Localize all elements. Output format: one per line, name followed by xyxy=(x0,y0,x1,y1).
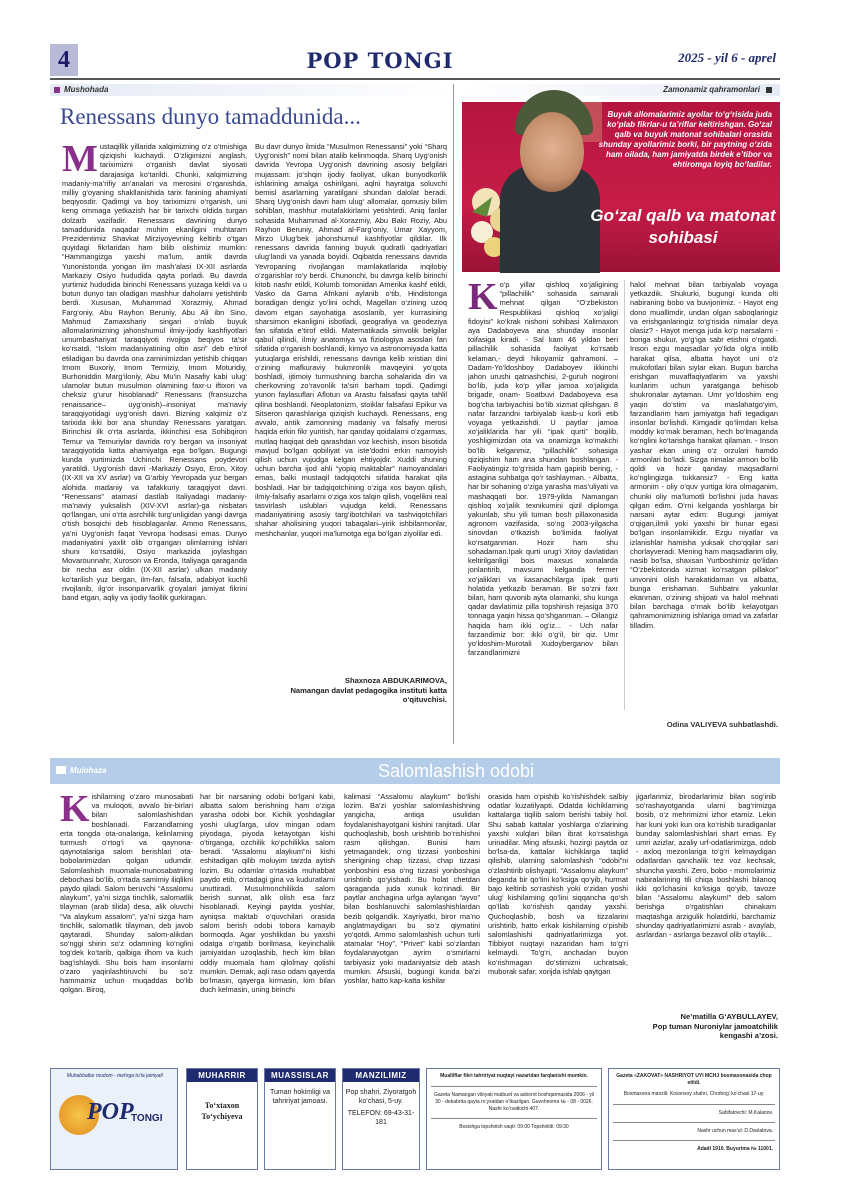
article1-signature: Shaxnoza ABDUKARIMOVA, Namangan davlat pedagogika instituti katta o‘qituvchisi. xyxy=(290,676,447,704)
article3-text-2: har bir narsaning odobi bo‘lgani kabi, albatta salom berishning ham o‘ziga yarasha odobi bor. Kichik yoshdagilar yoshi ulug‘larga, ulov mingan odam piyodaga, piyoda ketayotgan kishi o‘tirganga, ozchilik ko‘pchilikka salom beradi. “Assalomu alaykum”ni kishi eshitadigan qilib moluyim tarzda aytish lozim. Bu odamlar o‘rtasida muhabbat paydo etib, o‘rtadagi gina va kuduratlarni unuttiradi. Musulmonchilikda salom berish sunnat, alik olish esa farz hisoblanadi. Keyingi paytda yoshlar, ayniqsa maktab o‘quvchilari orasida salom berish odobi tobora kamayib bormoqda. Agar yoshlikdan bu yaxshi odatga o‘rgatib borilmasa, keyinchalik jamiyatdan uzoqlashib, hech kim bilan oddiy muomala ham qilolmay qolishi mumkin. Demak, aqli raso odam qayerda bo‘lmasin, qayerga kirmasin, kim bilan duch kelmasin, uning birinchi xyxy=(200,792,335,995)
footer-divider xyxy=(613,1104,775,1105)
navbatchi: Nashr uchun mas’ul: D.Davlatova. xyxy=(697,1128,773,1134)
logo-sub: TONGI xyxy=(131,1113,163,1124)
rubric-bar-left xyxy=(50,84,452,96)
footer-manzil xyxy=(342,1068,420,1170)
print-time: Bosishga topshirish vaqti: 09:00 Topshirildi: 09:30 xyxy=(459,1124,569,1130)
header-divider xyxy=(50,78,780,80)
article1-headline: Renessans dunyo tamaddunida... xyxy=(60,104,361,129)
article1-text-1: ustaqillik yillarida xalqimizning o‘z o‘tmishiga qiziqishi kuchaydi. O‘zligimizni anglash, tariximizni o‘rganish davlat siyosati darajasiga ko‘tarildi. Chunki, xalqimizning madaniy-ma’rifiy an’analari va merosini o‘rganishda, milliy g‘oyaning shakllanishida tarix fanining ahamiyati beqiyosdir. Qadimgi va boy tariximizni o‘rganish, uni keng ommaga yetkazish har bir tarixchi oldida turgan dolzarb vazifadir. Renessans davrining dunyo tamaddunida naqadar muhim ekanligini muhtaram Prezidentimiz Shavkat Mirziyoyevning keltirib o‘tgan quyidagi fikrlaridan ham bilib olishimiz mumkin: “Hammangizga yaxshi ma’lum, antik davrda Yunonistonda yongan ilm mash’alasi IX-XII asrlarda Markaziy Osiyo hududida qayta porladi. Bu davrda yurtimiz hududida birinchi Renessans yuzaga keldi va u butun dunyo tan oladigan mashhur daholarni yetishtirib berdi. Xususan, Muhammad Xorazmiy, Ahmad Farg‘oniy, Abu Rayhon Beruniy, Abu Ali ibn Sino, Mahmud Zamaxshariy singari o‘nlab buyuk allomalarimizning jahonshumul ilmiy-ijodiy kashfiyotlari umumbashariyat taraqqiyoti rivojiga beqiyos ta’sir ko‘rsatdi. “Islom madaniyatining oltin asri” deb e’tirof etiladigan bu davrda ona zaminimizdan yetishib chiqqan Imom Buxoriy, Imom Termiziy, Imom Moturidiy, Burhoniddin Marg‘iloniy, Abu Mu’in Nasafiy kabi ulug‘ ulamolar butun musulmon olamining faxr-u iftixori va cheksiz g‘urur hisoblanadi” Renessans (fransuzcha renaissance– uyg‘onish)–insoniyat ma’naviy taraqqiyotidagi uyg‘onish davri. Bizning xalqimiz o‘z tarixida ikki bor ana shunday Renessans yaratgan. Birinchisi ilk o‘rta asrlarda, ikkinchisi esa Sohibqiron Temur va Temuriylar davrida ro‘y bergan va insoniyat taraqqiyotida katta ahamiyatga ega bo‘lgan. Bugungi kunda yurtimizda Uchinchi Renessans poydevori yaratildi. Uyg‘onish davri -Markaziy Osiyo, Eron, Xitoy (IX-XII va XV asrlar) va G‘arbiy Yevropada yuz bergan alohida madaniy va tafakkuriy taraqqiyot davri. “Renessans” atamasi dastlab Italiyadagi madaniy-ma’naviy yuksalish (XIV-XVI asrlar)-ga nisbatan qo‘llangan, uni o‘rta asrchilik turg‘unligidan yangi davrga o‘tish bosqichi deb hisoblaganlar. Ammo Renessans, ya’ni Uyg‘onish faqat Yevropa hodisasi emas. Dunyo madaniyatini yaxlit olib o‘rgangan olimlarning ishlari shuni ko‘rsatdiki, Osiyo markazida joylashgan Movarounnahr, Xuroson va Eronda, Italiyaga qaraganda bir necha asr oldin (IX-XII asrlar) ulkan madaniy ko‘tarilish yuz bergan, ilm-fan, falsafa, adabiyot kuchli rivojlanib, ilg‘or insonparvarlik g‘oyalari jamiyat fikrini band etgan, aqliy va ijodiy faollik gurkiragan. xyxy=(62,142,247,602)
article3-column-2 xyxy=(200,792,335,1062)
printer-info: Gazeta «ZAKOVAT» NASHRIYOT UYI MCHJ bosmaxonasida chop etildi. xyxy=(616,1073,772,1086)
article2-text-2: halol mehnat bilan tarbiyalab voyaga yetkazdik. Shukurki, bugungi kunda olti nabiraning bobo va buvijonimiz. - Hayot eng dono muallimdir, undan olgan saboqlaringiz va erishganlaringiz to‘g‘risida nimalar deya olasiz? - Hayot menga juda ko‘p narsalarni - boriga shukur, yo‘g‘iga sabr etishni o‘rgatdi. Inson ezgu maqsadlar yo‘lida olg‘a intilib harakat qilsa, albatta hayot uni o‘z mukofotlari bilan siylar ekan. Bugun barcha erishgan muvaffaqiyatlarim va yaxshi kunlarim uchun yaratganga behisob shukronalar aytaman. Umr yo‘ldoshim eng yaqin do‘stim va maslahatgo‘yim, farzandlarim ham jamiyatga hafi tegadigan insonlar bo‘lishdi. Kimgadir qo‘limdan kelsa moddiy ko‘mak beraman, hech bo‘lmaganda ko‘nglini ko‘tarishga harakat qilaman. - Inson yashar ekan uning o‘z orzulari hamdo armonlari bo‘ladi. Sizga nimalar armon bo‘lib qoldi va hozir qanday maqsadlarni ko‘nglingizga tukkansiz? - Eng katta armonim - oliy o‘quv yurtiga kira olmaganim, chunki oliy ma’lumotli bo‘lishni juda havas qilgan edim. O‘rni kelganda yoshlarga bir narsani aytar edim: Bugungi jamiyat o‘qigan,ilmli yoki yaxshi bir hunar egasi bo‘lgan insonlarnikidir. Ezgu niyatlar va izlanishlar hamisha yuksak cho‘qqilar sari chorlayveradi. Mening ham maqsadlarim oliy, nasib bo‘lsa, shaxsan Yurtboshimiz qo‘lidan “O‘zbekistonda xizmat ko‘rsatgan pillakor” unvonini olish harakatidaman va albatta, bunga erishaman. Suhbatni yakunlar ekanman, o‘zining shijoati va halol mehnati bilan barchaga o‘rnak bo‘lib kelayotgan qahramonimizning ishlariga omad va zafarlar tilladim. xyxy=(630,280,778,630)
manzil-value: Pop shahri, Ziyoratgoh ko‘chasi, 5-uy. xyxy=(345,1089,417,1105)
footer-muassislar xyxy=(264,1068,336,1170)
rubric-marker-icon xyxy=(54,87,60,93)
footer xyxy=(50,1068,780,1180)
portrait-face xyxy=(520,112,584,192)
article3-text-5: jigarlarimiz, birodarlarimiz bilan sog‘inib so‘rashayotganda ularni bag‘rimizga bosib, o‘z mehrimizni izhor etamiz. Lekin har kuni yoki kun ora ko‘rishib turadiganlar bunday salomlashishlari shart emas. Ey umri azizlar, azaliy urf-odatlarimizga, odob - axloq mezonlariga to‘g‘ri kelmaydigan odatlardan qanchalik tez voz kechsak, shuncha yaxshi. Zero, bobo - momolarimiz nabiralarining tili chiqa boshlashi bilanoq ikki qo‘lchasini ko‘ksiga qo‘yib, tavoze bilan “Assalomu alaykum!” deb salom berishga o‘rgatishlari chinakam maqtashga arzigulik holatdirki, barchamiz shunday qadriyatlarimizni asrab - avaylab, asrlardan - asrlarga bezavol olib o‘taylik... xyxy=(636,792,776,940)
article1-column-1 xyxy=(62,142,247,710)
footer-muharrir xyxy=(186,1068,258,1170)
column-divider xyxy=(453,84,454,744)
muharrir-label: MUHARRIR xyxy=(187,1069,257,1082)
article3-text-4: orasida ham o‘pishib ko‘rishishdek salbiy odatlar kuzatilyapti. Odatda kichiklarning kattalarga tiqilib salom berishi tabiiy hol. Shu sabab kattalar yoshlarga o‘zlarining yaxshi xulqlari bilan ibrat ko‘rsatishga urinadilar. Ming afsuski, hozirgi paytda oz bo‘lsa-da, kattalar kichiklarga taqlid qilishib, ularning salomlashish “odobi”ni o‘zlashtirib olishyapti. “Assalomu alaykum” deganda bir qo‘lini ko‘ksiga qo‘yib, hurmat bajo keltirib so‘rashish yoki o‘zidan yoshi ulug‘ kishilarning qo‘lini siqqancha qo‘sh qo‘llab ko‘rishish qanday yaxshi. Quchoqlashib, bosh va tizzalarini urishtirib, hatto erkak kishilarning o‘pishib salomlashishi qadriyatlarimizga yot. Tibbiyot nuqtayi nazaridan ham to‘g‘ri kelmaydi. To‘g‘ri, anchadan buyon ko‘rishmagan do‘stimizni uchratsak, muborak safar, xorijda ishlab qaytgan xyxy=(488,792,628,976)
issue-date: 2025 - yil 6 - aprel xyxy=(678,50,776,65)
footer-divider xyxy=(431,1118,597,1119)
article3-column-4 xyxy=(488,792,628,1062)
article3-headline: Salomlashish odobi xyxy=(377,761,535,781)
article1-column-2 xyxy=(255,142,447,657)
article2-dropcap: K xyxy=(468,280,498,318)
muharrir-name: To‘xtaxon To‘ychiyeva xyxy=(201,1101,243,1121)
article2-column-1 xyxy=(468,280,618,742)
article2-signature: Odina VALIYEVA suhbatlashdi. xyxy=(666,720,778,729)
newspaper-title: POP TONGI xyxy=(306,48,454,73)
adadi: Adadi 1910. Buyurtma № 11001. xyxy=(697,1146,773,1152)
footer-divider xyxy=(613,1140,775,1141)
page-number: 4 xyxy=(50,44,78,76)
registration-info: Gazeta Namangan viloyati matbuot va axborot boshqarmasida 2006 - yil 30 - dekabrda qayta ro‘yxatdan o‘tkazilgan. Guvohnoma № - 08 - 0026. Nashr ko‘rsatkichi 407. xyxy=(433,1092,595,1112)
footer-logo-box xyxy=(50,1068,178,1170)
article2-headline: Go‘zal qalb va matonat sohibasi xyxy=(590,206,776,247)
article2-column-2 xyxy=(630,280,778,710)
telefon: TELEFON: 69-43-31-181 xyxy=(347,1110,415,1126)
footer-divider xyxy=(431,1086,597,1087)
logo-text: POP xyxy=(87,1099,134,1125)
rubric-mulohaza: Mulohaza xyxy=(70,766,107,775)
article3-dropcap: K xyxy=(60,792,90,830)
logo-slogan: Muhabbatlar mudom - mehrga to‘la jamiyat! xyxy=(66,1073,164,1079)
footer-note: Mualliflar fikri tahririyat nuqtayi nazaridan farqlanishi mumkin. xyxy=(440,1073,588,1079)
rubric-mushohada: Mushohada xyxy=(64,85,109,94)
photo-caption: Buyuk allomalarimiz ayollar to‘g‘risida juda ko‘plab fikrlar-u ta’riflar keltirishgan. Go‘zal qalb va buyuk matonat sohibalari orasida shunday ayollarimiz borki, bir paytning o‘zida ham oilada, ham jamiyatda birdek e’tibor va ehtiromga loyiq bo‘ladilar. xyxy=(598,110,772,169)
article2-text-1: o‘p yillar qishloq xo‘jaligining “pillachilik” sohasida samarali mehnat qilgan “O‘zbekiston Respublikasi qishloq xo‘jaligi fidoyisi” ko‘krak nishoni sohibasi Xalimaxon aya Dadaboyeva ana shunday insonlar toifasiga kiradi. - Sal kam 46 yildan beri pillachilik sohasida faoliyat ko‘rsatib kelaman,- deydi hikoyamiz qahramoni. – Dadam-Yo‘ldoshboy Dadaboyev ikkinchi jahon urushi qatnashchisi, 2-guruh nogironi bo‘lib, juda ko‘p yillar jamoa xo‘jaligida brigadir, onam- Soatbuvi Dadaboyeva esa bog‘cha tarbiyachisi bo‘lib xizmat qilishgan. 8 nafar farzandni tarbiyalab kasb-u korli etib voyaga yetkazishdi. U paytlar jamoa xo‘jaliklarida har yili “ipak qurti” boqilib, yoshligimizdan ota va onamizga ko‘makchi bo‘lib kelganmiz, “pillachilik” sohasiga qiziqishim ham ana shundan boshlangan. - Faoliyatingiz to‘g‘risida ham gapirib bering, - astagina suhbatga qo‘r tashlayman. - Albatta, har bir sohaning o‘ziga yarasha mas’uliyati va mashaqqati bor. 1979-yilda Namangan qishloq xo‘jalik texnikumini qizil diplomga yakunlab, shu yili tuman bosh pillaxonasida agronom vazifasida, so‘ng 2003-yilgacha sinovdan o‘tkazish bo‘limida faoliyat ko‘rsatganman. Hozir ham shu sohadaman.Ipak qurti urug‘i Xitoy davlatidan keltirilganligi bois maxsus xonalarda jonlantirib, mavsumi kelganda fermer xo‘jaliklari va kasanachilarga ipak qurti holatida yetkazib beraman. Bir so‘zni faxr bilan, ham quvonib ayta olamanki, shu kunga qadar davlatimiz pilla topshirish rejasiga 370 tonnaga yaqin hissa qo‘shganman. – Oilangiz haqida ham ikki og‘iz... - Uch nafar farzandimiz bor: ikki o‘g‘il, bir qiz. Umr yo‘ldoshim-Murotali Xudoyberganov bilan farzandlarimizni xyxy=(468,280,618,658)
article3-column-3 xyxy=(344,792,480,1062)
footer-printer xyxy=(608,1068,780,1170)
article3-column-1 xyxy=(60,792,193,1062)
muassislar-label: MUASSISLAR xyxy=(265,1069,335,1082)
footer-divider xyxy=(613,1122,775,1123)
rubric-zamonamiz: Zamonamiz qahramonlari xyxy=(663,85,760,94)
muassislar-value: Tuman hokimligi va tahririyat jamoasi. xyxy=(269,1089,331,1105)
rubric-marker-icon xyxy=(56,766,66,774)
rubric-marker-icon xyxy=(766,87,772,93)
footer-info xyxy=(426,1068,602,1170)
printer-address: Bosmaxona manzili: Kosonsoy shahri, Chorbog‘ ko‘chasi 17-uy. xyxy=(623,1091,765,1097)
manzil-label: MANZILIMIZ xyxy=(343,1069,419,1082)
sahifalovchi: Sahifalovchi: M.Kalanov. xyxy=(718,1110,773,1116)
article3-text-1: ishilarning o‘zaro munosabati va muloqoti, avvalo bir-birlari bilan salomlashishdan boshlanadi. Farzandlarning erta tongda ota-onalariga, kelinlarning turmush o‘rtog‘i va qaynona-qaynotalariga salom berishlari ota-bobolarimizdan qolgan udumdir. Salomlashish muomala-munosabatning debochasi bo‘lib, o‘rtada samimiy iliqlikni paydo qiladi. Salom beruvchi “Assalomu alaykum”, ya’ni sizga tinchlik, salomatlik tilayman (arab tilida) desa, alik oluvchi “Va alaykum assalom”, ya’ni sizga ham tinchlik, salomatlik tilayman, deb javob qaytaradi. Shunday salom-alikdan so‘nggi shirin so‘z odamning ko‘nglini tog‘dek ko‘tarib, qalbiga ilhom va kuch bag‘ishlaydi. Shu bois ham insonlarni o‘zaro yaqinlashtiruvchi bu so‘z hammamiz uchun muqaddas bo‘lib qolgan. Biroq, xyxy=(60,792,193,995)
article3-text-3: kalimasi “Assalomu alaykum” bo‘lishi lozim. Ba’zi yoshlar salomlashishning yangicha, antiqa usulidan foydalanishayotgani kishini ranjitadi. Ular quchoqlashib, bosh urishtirib bo‘rishishni rasm qilishgan. Bunisi ham yetmagandek, o‘ng tizzasi yonboshini sherigining chap tizzasi, chap tizzasi yonboshini esa o‘ng tizzasi yonboshiga urishtirib qo‘yishadi. Bu holat chetdan qaraganda juda xunuk ko‘rinadi. Bir paytlar anchagina urfga aylangan “ayvo” bilan boshlanuvchi salomlashishlardan bezib qolgandik. Xayriyatki, biror ma’no anglatmaydigan bu so‘z qiymatini yo‘qotdi. Ammo salomlashish uchun turli atamalar “Hoy”, “Privet” kabi so‘zlardan foydalanayotgan ayrim o‘smirlarni tarbiyasiz yoki madaniyatsiz deb atash mumkin. Afsuski, bugungi kunda ba’zi yoshlar, hatto kap-katta kishilar xyxy=(344,792,480,986)
article1-text-2: Bu davr dunyo ilmida “Musulmon Renessansi” yoki “Sharq Uyg‘onish” nomi bilan atalib kelinmoqda. Sharq Uyg‘onish davrida Yevropa Uyg‘onish davrining asosiy belgilari mujassam: jo‘shqin ijodiy faoliyat, ulkan bunyodkorlik ishlarining amalga oshirilgani, aqlni hayratga soluvchi bemisl asarlarning yaratilgani shundan dalolat beradi. Sharq Uyg‘onish davri ham ulug‘ allomalar, qomusiy bilim sohiblari, mashhur mutafakkirlarni yetishtirdi. Aniq fanlar sohasida Muhammad al-Xorazmiy, Abu Bakr Roziy, Abu Rayhon Beruniy, Ahmad al-Farg‘oniy, Umar Xayyom, Mirzo Ulug‘bek jahonshumul kashfiyotlar qildilar. Ilk renessans davrida fanning buyuk qudratli qadriyatlari ulug‘landi va yanada boyidi. Oqibatda renessans davrida Yevropaning rivojlangan mamlakatlarida inqilobiy o‘zgarishlar ro‘y berdi. Chunonchi, bu davrga kelib birinchi kitob nashr etildi, Kolumb tomonidan Amerika kashf etildi, Vasko da Gama Afrikani aylanib o‘tib, Hindistonga boradigan dengiz yo‘lini ochdi, Magellan o‘zining uzoq davom etgan sayohatiga asoslanib, yer kurrasining sharsimon ekanligini isbotladi, geografiya va geodeziya fan sifatida e’tirof etildi. Matematikada simvolik belgilar qabul qilindi, ilmiy anatomiya va fiziologiya asoslari fan sifatida o‘rganish boshlandi, kimyo va astronomiyada katta yutuqlarga erishildi, renessans davriga kelib xristian dini o‘zining mafkuraviy hukmronlik mavqeyini yo‘qota boshladi, ijtimoiy turmushning barcha sohalarida din va cherkovning zo‘ravonlik ta’siri barham topdi. Qadimgi yunon faylasuflari Aflotun va Arastu falsafasi qayta tahlil qilina boshlandi. Neoplatonizm, stoiklar falsafasi Epikur va Sitseron qarashlariga qiziqish kuchaydi. Renessans, eng avvalo, antik zamonning madaniy va falsafiy merosi haqida erkin fikr yuritish, har qanday qoidalarni o‘zgarmas, mutlaq haqiqat deb qarashdan voz kechish, inson bisotida mavjud bo‘lgan qobiliyat va iste’dodni erkin namoyish qilish uchun vujudga kelgan ehtiyojdir. Xuddi shuning uchun barcha ijod ahli “yopiq maktablar” namoyandalari emas, balki mustaqil tadqiqotchi sifatida harakat qila boshladi. Har bir tadqiqotchining o‘ziga xos bayon qilish, ilmiy-falsafiy asarlarni o‘ziga xos talqin qilish, voqelikni real tasvirlash uslublari vujudga keldi. Renessans madaniyatining asosiy targ‘ibotchilari va tashviqotchilari shahar aholisining yuqori tabaqalari–yirik ishbilarmonlar, meshchanlar, yuqori ma’lumotga ega bo‘lgan ziyolilar edi. xyxy=(255,142,447,538)
article3-signature: Ne’matilla G‘AYBULLAYEV, Pop tuman Nuroniylar jamoatchilik kengashi a’zosi. xyxy=(652,1012,778,1040)
column-divider xyxy=(624,280,625,710)
article1-dropcap: M xyxy=(62,142,98,180)
article3-column-5 xyxy=(636,792,776,998)
